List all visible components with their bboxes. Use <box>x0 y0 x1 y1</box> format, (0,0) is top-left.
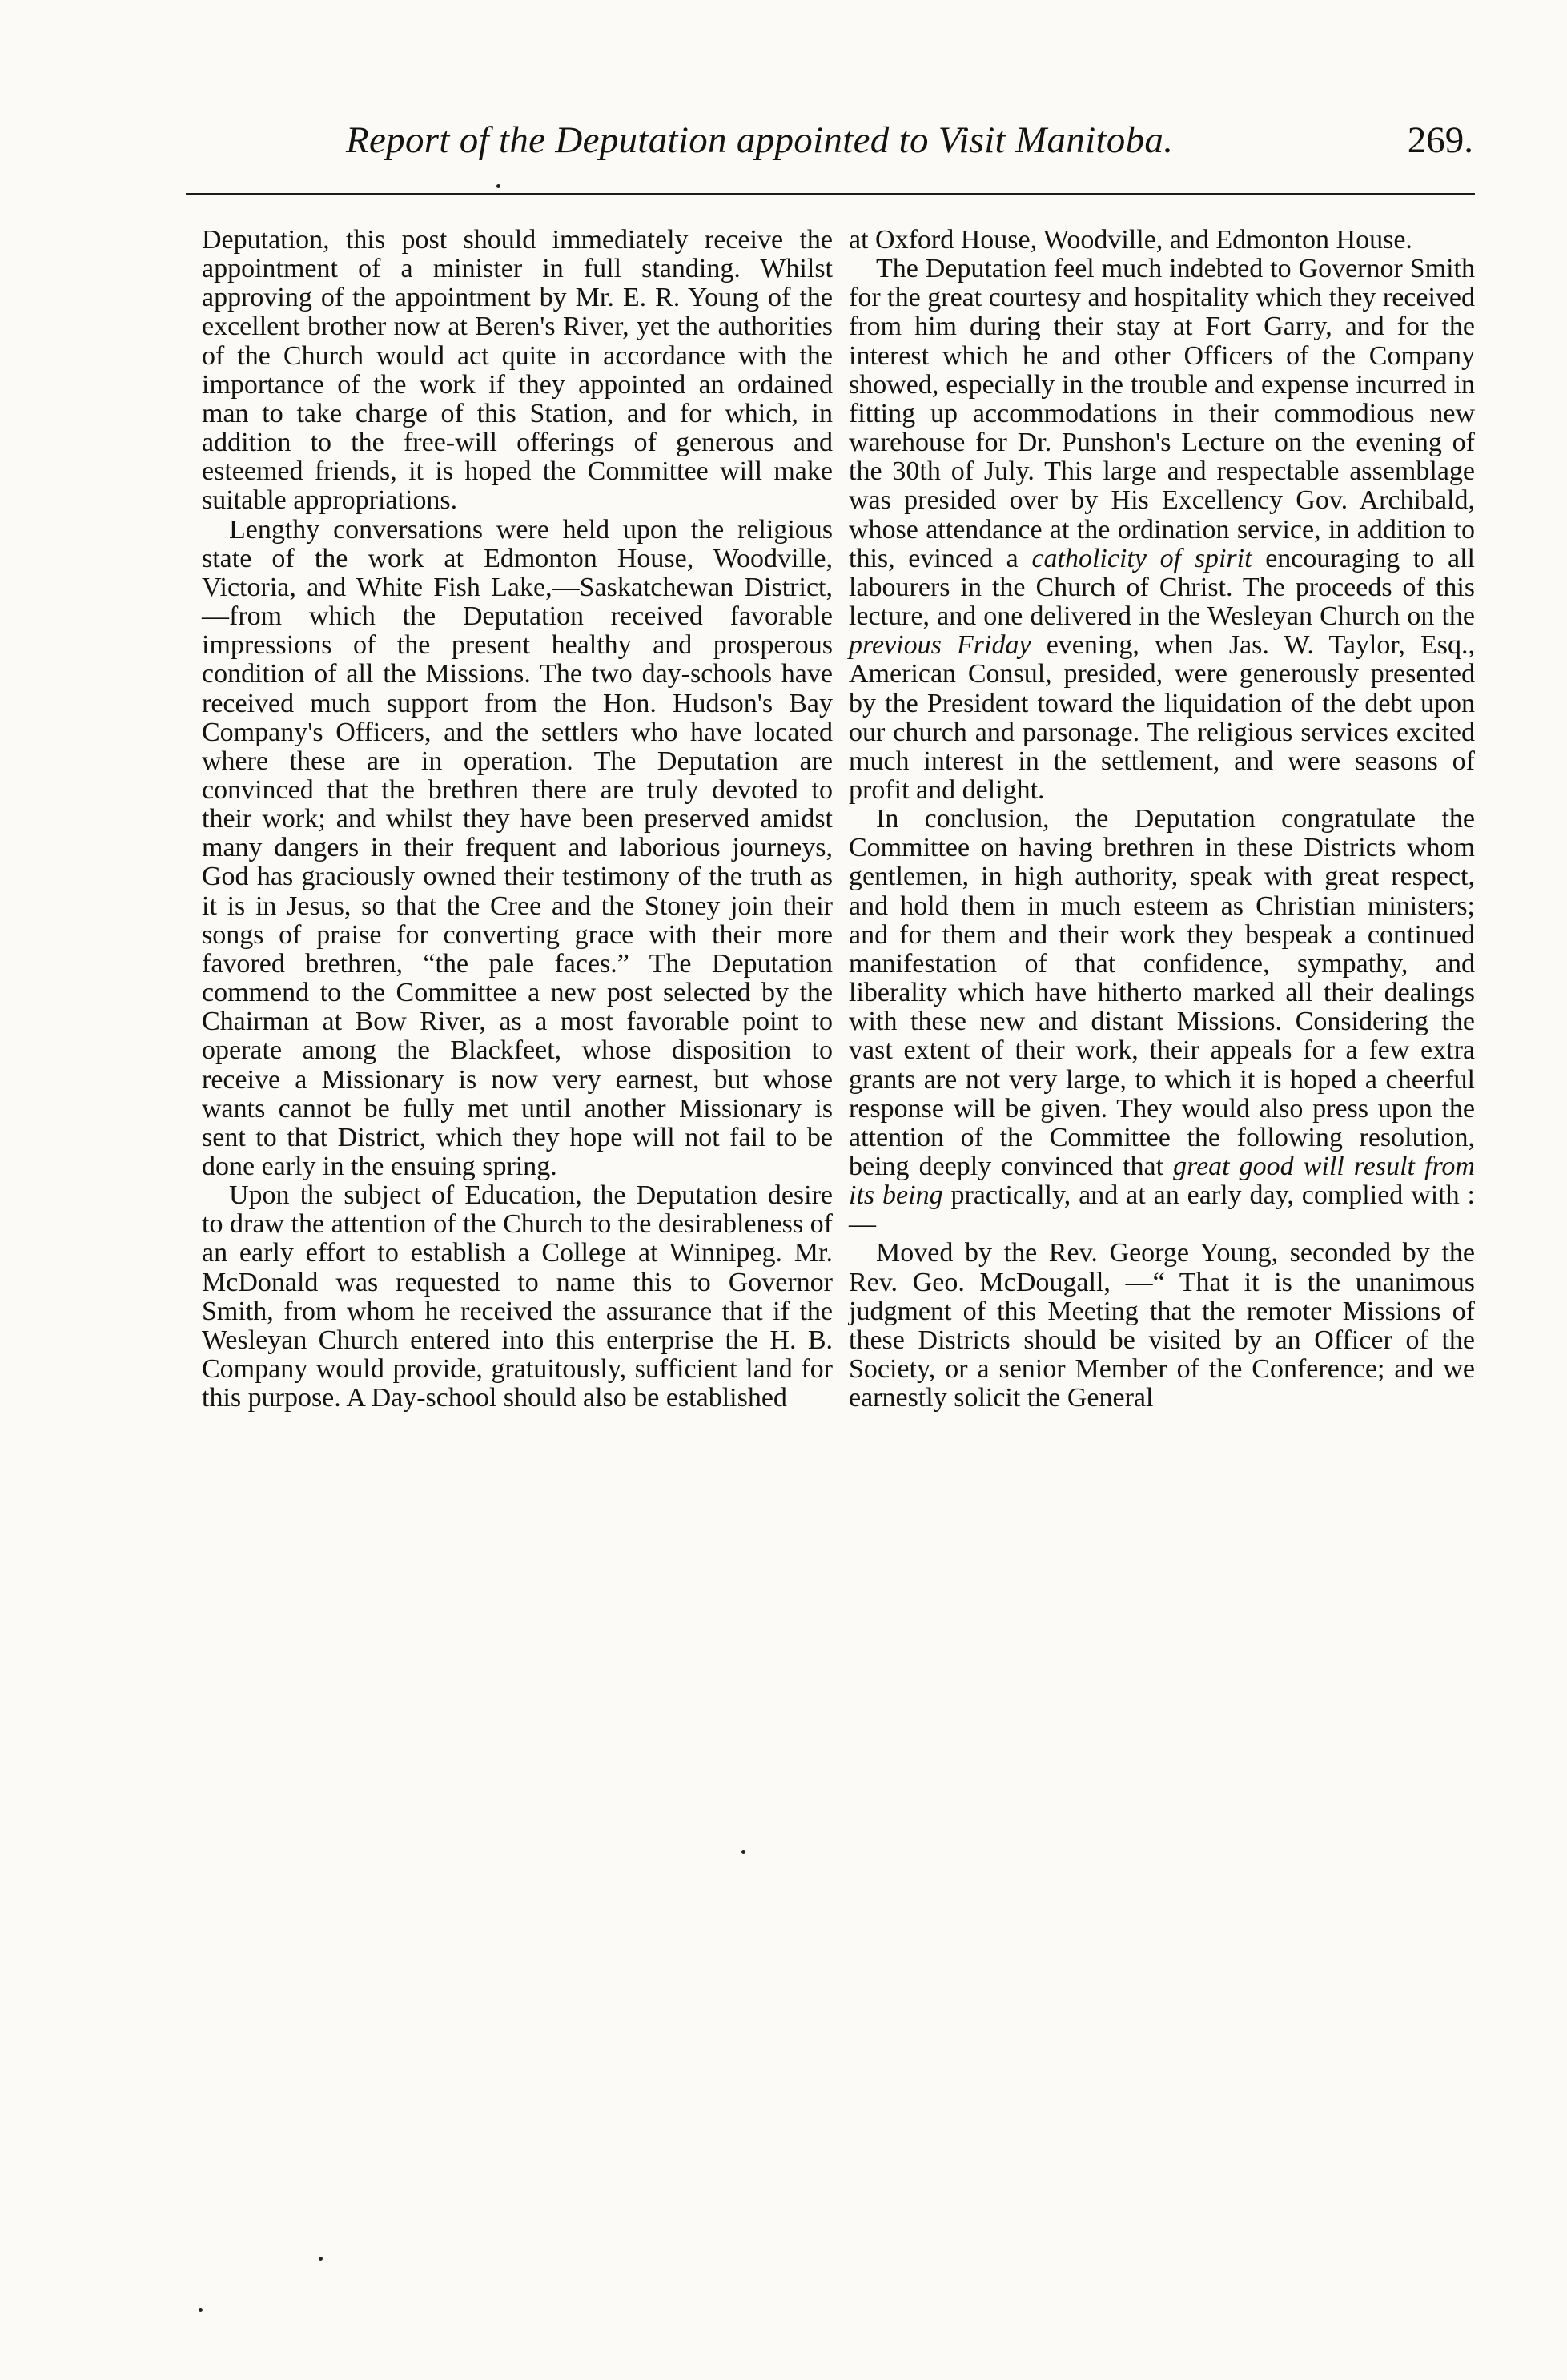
right-paragraph-1: at Oxford House, Woodville, and Edmonton House. <box>849 225 1412 255</box>
right-paragraph-3 <box>849 805 1475 1239</box>
page-number: 269. <box>1407 119 1473 161</box>
print-speck <box>741 1850 745 1854</box>
print-speck <box>319 2257 323 2261</box>
left-paragraph-3: Upon the subject of Education, the Deputation desire to draw the attention of the Church to the desirableness of an early effort to establish a College at Winnipeg. Mr. McDonald was requested to name this to Governor Smith, from whom he received the assurance that if the Wesleyan Church entered into this enterprise the H. B. Company would provide, gratuitously, sufficient land for this purpose. A Day-school should also be established <box>202 1180 833 1413</box>
right-column <box>849 226 1475 1413</box>
right-paragraph-3-text-a: In conclusion, the Deputation congratulate the Committee on having brethren in these Districts whom gentlemen, in high authority, speak with great respect, and hold them in much esteem as Christian ministers; and for them and their work they bespeak a continued manifestation of that confidence, sympathy, and liberality which have hitherto marked all their dealings with these new and distant Missions. Considering the vast extent of their work, their appeals for a few extra grants are not very large, to which it is hoped a cheerful response will be given. They would also press upon the attention of the Committee the following resolution, being deeply convinced that <box>849 804 1475 1181</box>
running-title: Report of the Deputation appointed to Visit Manitoba. <box>346 119 1174 161</box>
print-speck <box>496 184 500 188</box>
left-paragraph-1: Deputation, this post should immediately receive the appointment of a minister in full standing. Whilst approving of the appointment by Mr. E. R. Young of the excellent brother now at Beren's River, yet the authorities of the Church would act quite in accordance with the importance of the work if they appointed an ordained man to take charge of this Station, and for which, in addition to the free-will offerings of generous and esteemed friends, it is hoped the Committee will make suitable appropriations. <box>202 225 833 516</box>
right-paragraph-2-text-b: encouraging to all labourers in the Church of Christ. The proceeds of this lecture, and one delivered in the Wesleyan Church on the <box>849 543 1475 632</box>
right-paragraph-2 <box>849 255 1475 805</box>
right-paragraph-3-text-b: practically, and at an early day, complied with :— <box>849 1180 1475 1240</box>
right-paragraph-2-text-c: evening, when Jas. W. Taylor, Esq., American Consul, presided, were generously presented by the President toward the liquidation of the debt upon our church and parsonage. The religious services excited much interest in the settlement, and were seasons of profit and delight. <box>849 630 1475 805</box>
left-column <box>202 226 833 1413</box>
right-paragraph-2-text-a: The Deputation feel much indebted to Governor Smith for the great courtesy and hospitality which they received from him during their stay at Fort Garry, and for the interest which he and other Officers of the Company showed, especially in the trouble and expense incurred in fitting up accommodations in their commodious new warehouse for Dr. Punshon's Lecture on the evening of the 30th of July. This large and respectable assemblage was presided over by His Excellency Gov. Archibald, whose attendance at the ordination service, in addition to this, evinced a <box>849 254 1475 573</box>
header-rule <box>186 193 1475 195</box>
left-paragraph-2: Lengthy conversations were held upon the religious state of the work at Edmonton House, Woodville, Victoria, and White Fish Lake,—Saskatchewan District,—from which the Deputation received favorable impressions of the present healthy and prosperous condition of all the Missions. The two day-schools have received much support from the Hon. Hudson's Bay Company's Officers, and the settlers who have located where these are in operation. The Deputation are convinced that the brethren there are truly devoted to their work; and whilst they have been preserved amidst many dangers in their frequent and laborious journeys, God has graciously owned their testimony of the truth as it is in Jesus, so that the Cree and the Stoney join their songs of praise for converting grace with their more favored brethren, “the pale faces.” The Deputation commend to the Committee a new post selected by the Chairman at Bow River, as a most favorable point to operate among the Blackfeet, whose disposition to receive a Missionary is now very earnest, but whose wants cannot be fully met until another Missionary is sent to that District, which they hope will not fail to be done early in the ensuing spring. <box>202 514 833 1181</box>
page-header <box>186 119 1475 183</box>
right-paragraph-2-italic-2: previous Friday <box>849 630 1031 661</box>
right-paragraph-2-italic-1: catholicity of spirit <box>1031 543 1252 573</box>
right-paragraph-4: Moved by the Rev. George Young, seconded by the Rev. Geo. McDougall, —“ That it is the unanimous judgment of this Meeting that the remoter Missions of these Districts should be visited by an Officer of the Society, or a senior Member of the Conference; and we earnestly solicit the General <box>849 1238 1475 1413</box>
right-paragraph-3-italic: great good will result from its being <box>849 1152 1475 1211</box>
print-speck <box>199 2308 203 2312</box>
